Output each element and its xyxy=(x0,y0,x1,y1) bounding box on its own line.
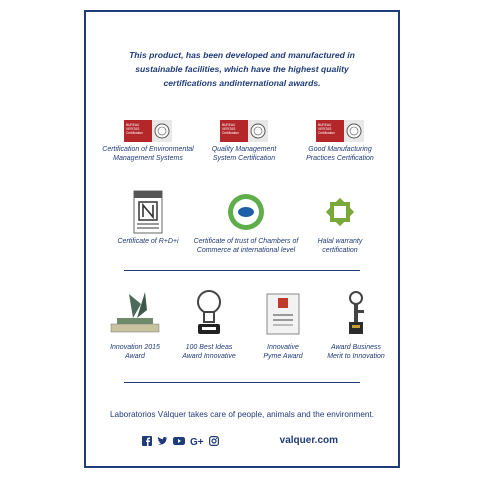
award-best-ideas xyxy=(172,288,246,361)
google-plus-icon[interactable]: G+ xyxy=(190,437,204,448)
youtube-icon[interactable] xyxy=(173,436,185,449)
social-icons xyxy=(142,436,219,449)
award-innovation-2015-caption-1: Innovation 2015 xyxy=(110,344,160,351)
cert-halal-caption-1: Halal warranty xyxy=(317,238,363,245)
award-pyme xyxy=(246,288,320,361)
award-business-merit-caption-2: Merit to Innovation xyxy=(327,353,385,360)
key-trophy-icon xyxy=(341,288,371,340)
award-innovation-2015 xyxy=(98,288,172,361)
lightbulb-trophy-icon xyxy=(194,288,224,340)
cert-environmental-caption-1: Certification of Environmental xyxy=(102,146,194,153)
bureau-veritas-badge: BUREAU VERITAS Certification xyxy=(124,120,172,142)
cert-quality-caption-1: Quality Management xyxy=(211,146,277,153)
divider-top xyxy=(124,270,360,271)
award-innovation-2015-caption-2: Award xyxy=(125,353,145,360)
cert-gmp-caption-1: Good Manufacturing xyxy=(308,146,372,153)
halal-star-icon xyxy=(322,190,358,234)
chambers-of-commerce-seal-icon xyxy=(226,190,266,234)
cert-chambers-caption-2: Commerce at international level xyxy=(196,247,296,254)
cert-chambers xyxy=(192,190,300,255)
divider-bottom xyxy=(124,382,360,383)
headline-line-1: This product, has been developed and manufactured in xyxy=(129,50,355,60)
cert-halal xyxy=(292,190,388,255)
cert-gmp xyxy=(292,120,388,163)
cert-chambers-caption-1: Certificate of trust of Chambers of xyxy=(193,238,299,245)
headline xyxy=(102,48,382,90)
instagram-icon[interactable] xyxy=(209,436,219,449)
cert-quality-caption-2: System Certification xyxy=(212,155,276,162)
cert-rdi xyxy=(100,190,196,246)
award-pyme-caption-2: Pyme Award xyxy=(263,353,303,360)
cert-quality xyxy=(196,120,292,163)
bureau-veritas-badge: BUREAU VERITAS Certification xyxy=(316,120,364,142)
award-best-ideas-caption-1: 100 Best Ideas xyxy=(185,344,233,351)
twitter-icon[interactable] xyxy=(157,436,168,449)
cert-environmental xyxy=(100,120,196,163)
award-best-ideas-caption-2: Award Innovative xyxy=(182,353,236,360)
award-business-merit-caption-1: Award Business xyxy=(330,344,382,351)
cert-gmp-caption-2: Practices Certification xyxy=(306,155,374,162)
certifications-flyer xyxy=(84,10,400,468)
facebook-icon[interactable] xyxy=(142,436,152,449)
bureau-veritas-badge: BUREAU VERITAS Certification xyxy=(220,120,268,142)
bureau-veritas-seal-icon xyxy=(152,120,172,142)
award-business-merit xyxy=(318,288,394,361)
bureau-veritas-seal-icon xyxy=(248,120,268,142)
award-pyme-caption-1: Innovative xyxy=(267,344,299,351)
cert-rdi-caption-1: Certificate of R+D+i xyxy=(117,238,179,245)
pyme-award-plaque-icon xyxy=(265,288,301,340)
care-statement: Laboratorios Válquer takes care of people, animals and the environment. xyxy=(110,410,374,419)
headline-line-3: certifications andinternational awards. xyxy=(163,78,321,88)
cert-halal-caption-2: certification xyxy=(322,247,358,254)
bureau-veritas-seal-icon xyxy=(344,120,364,142)
cert-environmental-caption-2: Management Systems xyxy=(113,155,183,162)
website-link[interactable]: valquer.com xyxy=(279,435,338,446)
innovation-trophy-icon xyxy=(107,288,163,340)
headline-line-2: sustainable facilities, which have the highest quality xyxy=(135,64,349,74)
aenor-rdi-icon xyxy=(133,190,163,234)
